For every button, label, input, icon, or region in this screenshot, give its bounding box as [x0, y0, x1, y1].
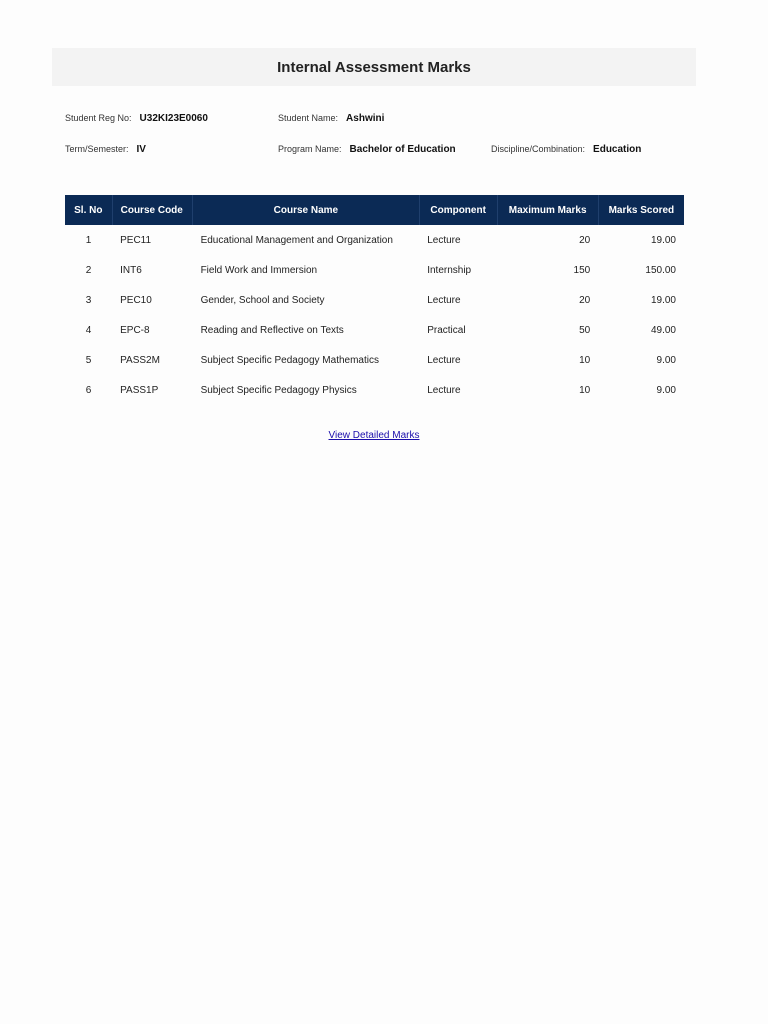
student-name-label: Student Name: [278, 113, 339, 123]
cell-course-code: PASS2M [120, 354, 160, 366]
table-row [65, 285, 684, 315]
cell-maximum-marks: 50 [579, 324, 591, 336]
term-label: Term/Semester: [65, 144, 129, 154]
cell-course-code: EPC-8 [120, 324, 150, 336]
term-field [65, 144, 146, 155]
program-field [278, 144, 456, 155]
cell-maximum-marks: 10 [579, 354, 591, 366]
cell-course-code: INT6 [120, 264, 142, 276]
term-value: IV [136, 144, 146, 155]
header-course-name: Course Name [193, 195, 420, 225]
header-marks-scored: Marks Scored [598, 195, 684, 225]
cell-sl-no: 5 [85, 354, 92, 366]
cell-component: Internship [427, 264, 472, 276]
cell-course-name: Subject Specific Pedagogy Mathematics [200, 354, 379, 366]
cell-sl-no: 2 [85, 264, 92, 276]
table-row [65, 225, 684, 255]
cell-maximum-marks: 20 [579, 294, 591, 306]
program-value: Bachelor of Education [349, 144, 456, 155]
discipline-field [491, 144, 641, 155]
reg-no-field [65, 113, 208, 124]
marks-table [65, 195, 684, 405]
cell-marks-scored: 9.00 [656, 354, 676, 366]
table-row [65, 345, 684, 375]
detail-link-container [0, 425, 748, 443]
discipline-value: Education [593, 144, 642, 155]
cell-maximum-marks: 20 [579, 234, 591, 246]
discipline-label: Discipline/Combination: [491, 144, 586, 154]
cell-sl-no: 3 [85, 294, 92, 306]
header-course-code: Course Code [112, 195, 192, 225]
cell-course-code: PEC10 [120, 294, 152, 306]
page-title: Internal Assessment Marks [277, 58, 471, 76]
header-sl-no: Sl. No [65, 195, 112, 225]
cell-course-name: Field Work and Immersion [200, 264, 318, 276]
cell-course-name: Reading and Reflective on Texts [200, 324, 344, 336]
cell-sl-no: 6 [85, 384, 92, 396]
table-row [65, 375, 684, 405]
title-bar [52, 48, 696, 86]
table-row [65, 255, 684, 285]
cell-marks-scored: 19.00 [650, 234, 676, 246]
view-detailed-marks-link[interactable]: View Detailed Marks [328, 430, 420, 441]
cell-course-code: PEC11 [120, 234, 152, 246]
cell-component: Practical [427, 324, 466, 336]
student-name-field [278, 113, 384, 124]
cell-component: Lecture [427, 234, 461, 246]
cell-course-code: PASS1P [120, 384, 159, 396]
cell-maximum-marks: 150 [573, 264, 591, 276]
cell-maximum-marks: 10 [579, 384, 591, 396]
cell-course-name: Gender, School and Society [200, 294, 325, 306]
student-name-value: Ashwini [346, 113, 385, 124]
cell-marks-scored: 49.00 [650, 324, 676, 336]
cell-sl-no: 4 [85, 324, 92, 336]
table-header-row [65, 195, 684, 225]
reg-no-label: Student Reg No: [65, 113, 132, 123]
cell-component: Lecture [427, 294, 461, 306]
table-row [65, 315, 684, 345]
cell-component: Lecture [427, 354, 461, 366]
reg-no-value: U32KI23E0060 [139, 113, 208, 124]
cell-marks-scored: 9.00 [656, 384, 676, 396]
cell-component: Lecture [427, 384, 461, 396]
cell-sl-no: 1 [85, 234, 92, 246]
cell-course-name: Educational Management and Organization [200, 234, 393, 246]
cell-marks-scored: 150.00 [645, 264, 676, 276]
header-maximum-marks: Maximum Marks [497, 195, 598, 225]
header-component: Component [419, 195, 497, 225]
program-label: Program Name: [278, 144, 342, 154]
cell-course-name: Subject Specific Pedagogy Physics [200, 384, 357, 396]
cell-marks-scored: 19.00 [650, 294, 676, 306]
